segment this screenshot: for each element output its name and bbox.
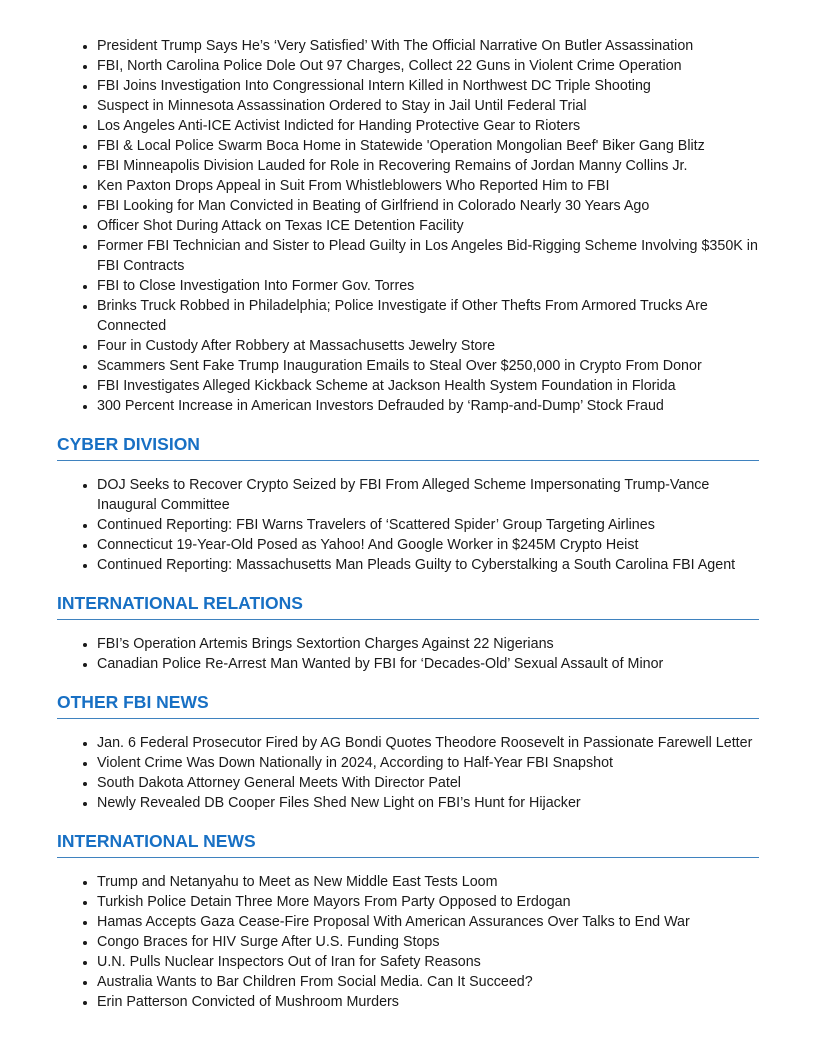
section-heading: CYBER DIVISION [57,432,759,461]
list-item[interactable]: • FBI, North Carolina Police Dole Out 97 Charges, Collect 22 Guns in Violent Crime Operation [97,56,759,76]
list-item[interactable]: • Violent Crime Was Down Nationally in 2024, According to Half-Year FBI Snapshot [97,753,759,773]
list-item[interactable]: • FBI Minneapolis Division Lauded for Role in Recovering Remains of Jordan Manny Collins Jr. [97,156,759,176]
section-international-relations [57,591,759,674]
list-item[interactable]: • Trump and Netanyahu to Meet as New Middle East Tests Loom [97,872,759,892]
list-item[interactable]: • FBI Investigates Alleged Kickback Scheme at Jackson Health System Foundation in Florida [97,376,759,396]
document-page [57,36,759,1012]
section-heading: INTERNATIONAL RELATIONS [57,591,759,620]
list-item[interactable]: • Los Angeles Anti-ICE Activist Indicted for Handing Protective Gear to Rioters [97,116,759,136]
list-item[interactable]: • Newly Revealed DB Cooper Files Shed New Light on FBI’s Hunt for Hijacker [97,793,759,813]
list-item[interactable]: • Ken Paxton Drops Appeal in Suit From Whistleblowers Who Reported Him to FBI [97,176,759,196]
list-item[interactable]: • Hamas Accepts Gaza Cease-Fire Proposal With American Assurances Over Talks to End War [97,912,759,932]
list-item[interactable]: • Scammers Sent Fake Trump Inauguration Emails to Steal Over $250,000 in Crypto From Donor [97,356,759,376]
list-item[interactable]: • FBI Looking for Man Convicted in Beating of Girlfriend in Colorado Nearly 30 Years Ago [97,196,759,216]
cyber-division-list [57,475,759,575]
list-item[interactable]: • Continued Reporting: Massachusetts Man Pleads Guilty to Cyberstalking a South Carolina FBI Agent [97,555,759,575]
section-heading: INTERNATIONAL NEWS [57,829,759,858]
section-cyber-division [57,432,759,575]
section-international-news [57,829,759,1012]
list-item[interactable]: • DOJ Seeks to Recover Crypto Seized by FBI From Alleged Scheme Impersonating Trump-Vance Inaugural Committee [97,475,759,515]
international-relations-list [57,634,759,674]
top-news-list [57,36,759,416]
section-other-fbi-news [57,690,759,813]
list-item[interactable]: • Canadian Police Re-Arrest Man Wanted by FBI for ‘Decades-Old’ Sexual Assault of Minor [97,654,759,674]
international-news-list [57,872,759,1012]
list-item[interactable]: • Brinks Truck Robbed in Philadelphia; Police Investigate if Other Thefts From Armored Trucks Are Connected [97,296,759,336]
list-item[interactable]: • Turkish Police Detain Three More Mayors From Party Opposed to Erdogan [97,892,759,912]
list-item[interactable]: • Erin Patterson Convicted of Mushroom Murders [97,992,759,1012]
list-item[interactable]: • Continued Reporting: FBI Warns Travelers of ‘Scattered Spider’ Group Targeting Airlines [97,515,759,535]
other-fbi-news-list [57,733,759,813]
list-item[interactable]: • U.N. Pulls Nuclear Inspectors Out of Iran for Safety Reasons [97,952,759,972]
list-item[interactable]: • 300 Percent Increase in American Investors Defrauded by ‘Ramp-and-Dump’ Stock Fraud [97,396,759,416]
list-item[interactable]: • Suspect in Minnesota Assassination Ordered to Stay in Jail Until Federal Trial [97,96,759,116]
list-item[interactable]: • Connecticut 19-Year-Old Posed as Yahoo! And Google Worker in $245M Crypto Heist [97,535,759,555]
list-item[interactable]: • Four in Custody After Robbery at Massachusetts Jewelry Store [97,336,759,356]
list-item[interactable]: • Officer Shot During Attack on Texas ICE Detention Facility [97,216,759,236]
section-heading: OTHER FBI NEWS [57,690,759,719]
list-item[interactable]: • South Dakota Attorney General Meets With Director Patel [97,773,759,793]
list-item[interactable]: • FBI’s Operation Artemis Brings Sextortion Charges Against 22 Nigerians [97,634,759,654]
list-item[interactable]: • FBI to Close Investigation Into Former Gov. Torres [97,276,759,296]
list-item[interactable]: • FBI Joins Investigation Into Congressional Intern Killed in Northwest DC Triple Shooting [97,76,759,96]
list-item[interactable]: • Former FBI Technician and Sister to Plead Guilty in Los Angeles Bid-Rigging Scheme Involving $350K in FBI Contracts [97,236,759,276]
list-item[interactable]: • President Trump Says He’s ‘Very Satisfied’ With The Official Narrative On Butler Assassination [97,36,759,56]
list-item[interactable]: • Congo Braces for HIV Surge After U.S. Funding Stops [97,932,759,952]
list-item[interactable]: • Jan. 6 Federal Prosecutor Fired by AG Bondi Quotes Theodore Roosevelt in Passionate Farewell Letter [97,733,759,753]
list-item[interactable]: • Australia Wants to Bar Children From Social Media. Can It Succeed? [97,972,759,992]
list-item[interactable]: • FBI & Local Police Swarm Boca Home in Statewide 'Operation Mongolian Beef' Biker Gang Blitz [97,136,759,156]
